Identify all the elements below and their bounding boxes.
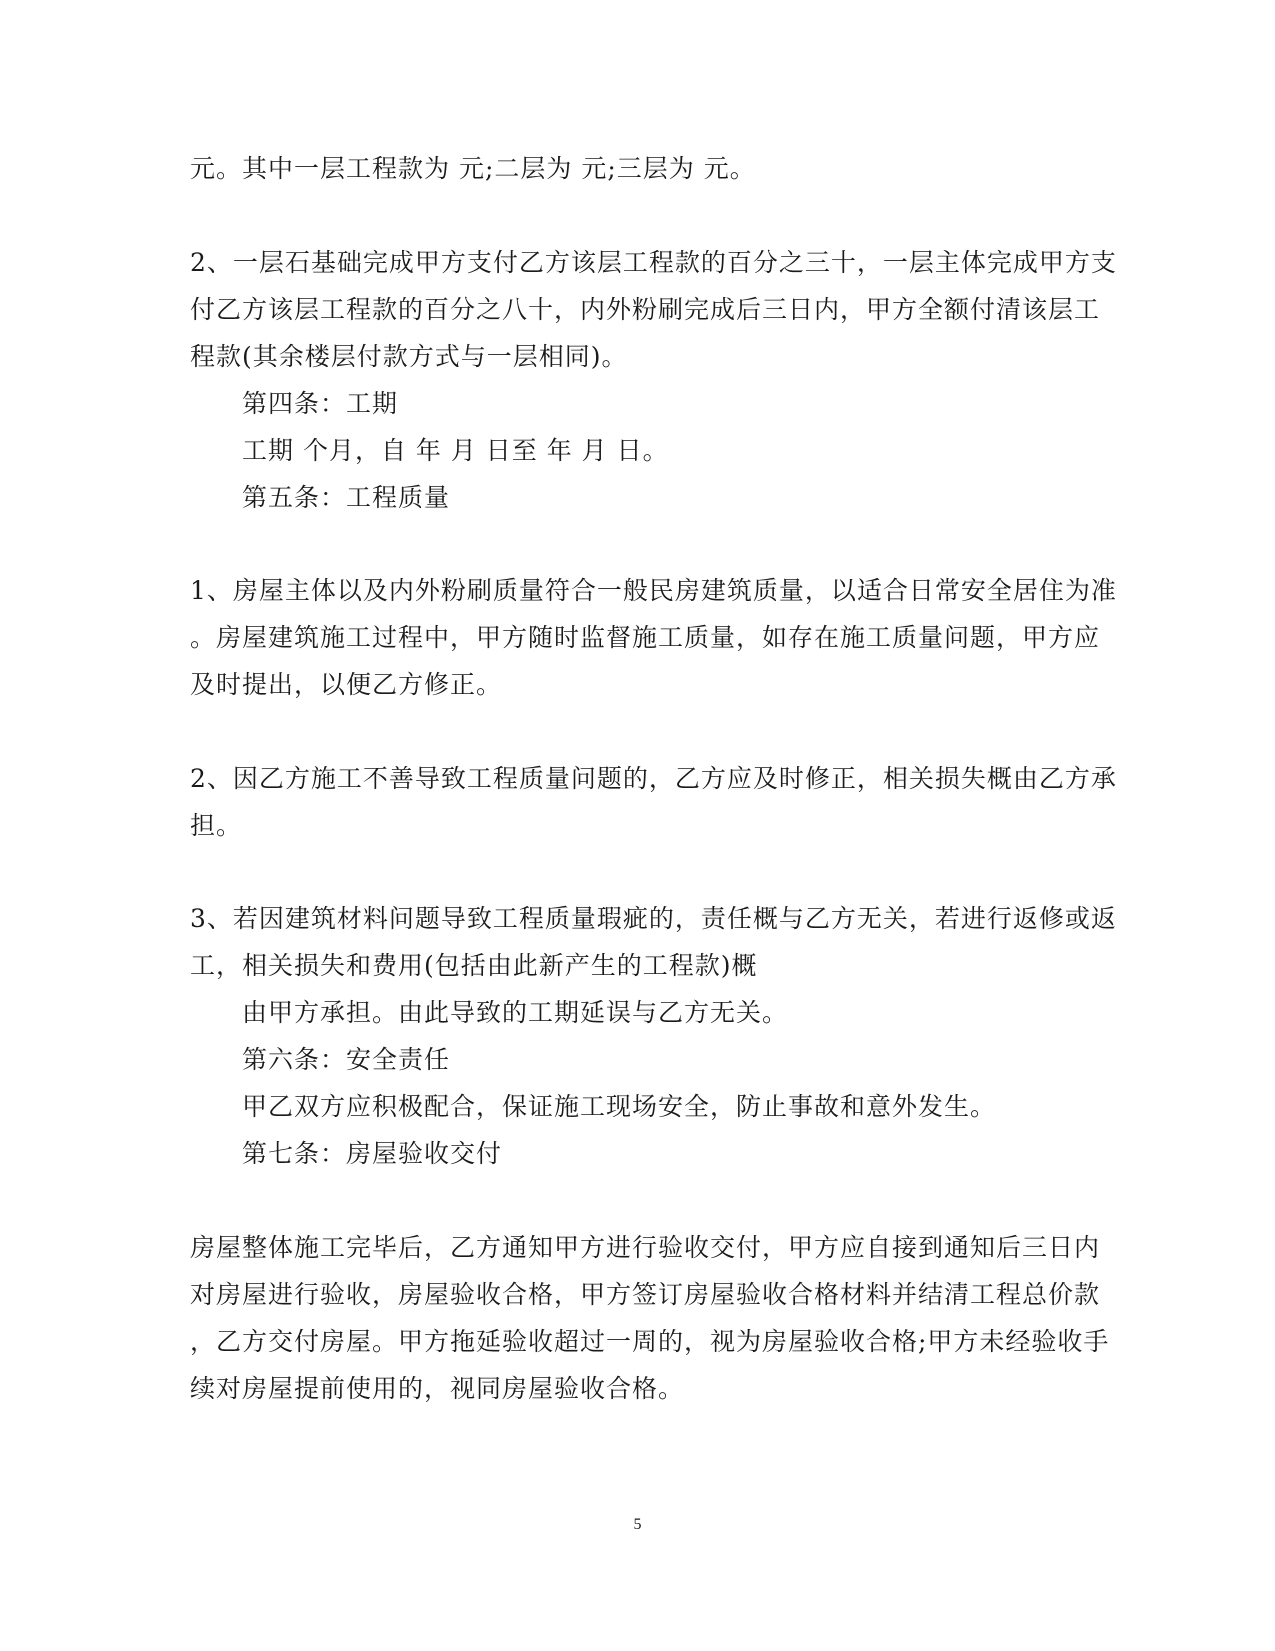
article-4-heading: 第四条：工期 <box>242 389 399 418</box>
acceptance-clause-line-4: 续对房屋提前使用的，视同房屋验收合格。 <box>190 1374 685 1403</box>
payment-clause-2-line-2: 付乙方该层工程款的百分之八十，内外粉刷完成后三日内，甲方全额付清该层工 <box>190 295 1101 324</box>
article-6-heading: 第六条：安全责任 <box>242 1045 451 1074</box>
quality-clause-1-line-3: 及时提出，以便乙方修正。 <box>190 670 503 699</box>
quality-clause-1-line-1: 1、房屋主体以及内外粉刷质量符合一般民房建筑质量，以适合日常安全居住为准 <box>190 576 1117 605</box>
page-number: 5 <box>633 1516 642 1533</box>
quality-clause-3-line-3: 由甲方承担。由此导致的工期延误与乙方无关。 <box>242 998 789 1027</box>
article-5-heading: 第五条：工程质量 <box>242 483 451 512</box>
payment-clause-2-line-1: 2、一层石基础完成甲方支付乙方该层工程款的百分之三十，一层主体完成甲方支 <box>190 248 1117 277</box>
quality-clause-3-line-1: 3、若因建筑材料问题导致工程质量瑕疵的，责任概与乙方无关，若进行返修或返 <box>190 904 1117 933</box>
payment-clause-2-line-3: 程款(其余楼层付款方式与一层相同)。 <box>190 342 628 371</box>
quality-clause-2-line-2: 担。 <box>190 811 243 840</box>
article-7-heading: 第七条：房屋验收交付 <box>242 1139 503 1168</box>
payment-split-line: 元。其中一层工程款为 元;二层为 元;三层为 元。 <box>190 154 756 183</box>
safety-clause-line: 甲乙双方应积极配合，保证施工现场安全，防止事故和意外发生。 <box>242 1092 997 1121</box>
quality-clause-3-line-2: 工，相关损失和费用(包括由此新产生的工程款)概 <box>190 951 758 980</box>
quality-clause-1-line-2: 。房屋建筑施工过程中，甲方随时监督施工质量，如存在施工质量问题，甲方应 <box>190 623 1101 652</box>
quality-clause-2-line-1: 2、因乙方施工不善导致工程质量问题的，乙方应及时修正，相关损失概由乙方承 <box>190 764 1117 793</box>
construction-period-line: 工期 个月，自 年 月 日至 年 月 日。 <box>242 436 669 465</box>
acceptance-clause-line-3: ，乙方交付房屋。甲方拖延验收超过一周的，视为房屋验收合格;甲方未经验收手 <box>190 1327 1110 1356</box>
acceptance-clause-line-1: 房屋整体施工完毕后，乙方通知甲方进行验收交付，甲方应自接到通知后三日内 <box>190 1233 1101 1262</box>
acceptance-clause-line-2: 对房屋进行验收，房屋验收合格，甲方签订房屋验收合格材料并结清工程总价款 <box>190 1280 1101 1309</box>
